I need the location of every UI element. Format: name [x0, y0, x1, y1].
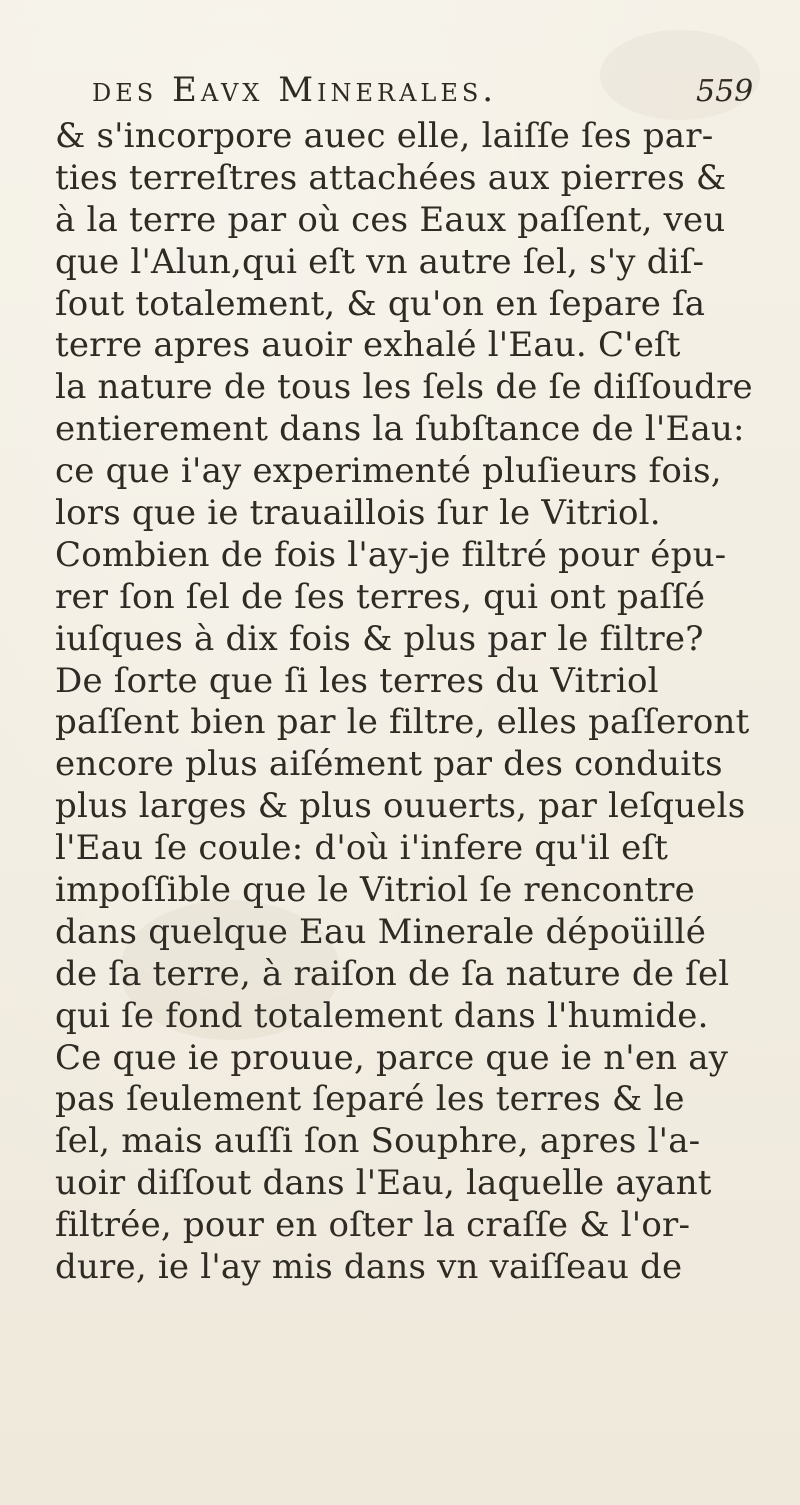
text-line: pas ſeulement ſeparé les terres & le — [55, 1079, 685, 1120]
text-line: que l'Alun,qui eſt vn autre ſel, s'y diſ- — [55, 241, 705, 282]
text-line: qui ſe fond totalement dans l'humide. — [55, 995, 709, 1036]
page-number: 559 — [696, 74, 754, 109]
text-line: la nature de tous les ſels de ſe diſſoudre — [55, 367, 753, 408]
text-line: plus larges & plus ouuerts, par leſquels — [55, 786, 746, 827]
text-line: ce que i'ay experimenté pluſieurs fois, — [55, 451, 722, 492]
text-line: & s'incorpore auec elle, laiſſe ſes par- — [55, 116, 714, 156]
running-title: des Eavx Minerales. — [92, 70, 498, 110]
text-line: à la terre par où ces Eaux paſſent, veu — [55, 199, 726, 240]
text-line: l'Eau ſe coule: d'où i'infere qu'il eſt — [55, 828, 669, 869]
text-line: impoſſible que le Vitriol ſe rencontre — [55, 870, 695, 911]
text-line: encore plus aiſément par des conduits — [55, 744, 723, 785]
text-line: ſout totalement, & qu'on en ſepare ſa — [55, 283, 706, 324]
text-line: De ſorte que ſi les terres du Vitriol — [55, 660, 659, 701]
page-header — [0, 70, 800, 120]
text-line: dure, ie l'ay mis dans vn vaiſſeau de — [55, 1247, 683, 1288]
text-line: filtrée, pour en oſter la craſſe & l'or- — [55, 1205, 691, 1246]
text-line: Combien de fois l'ay-je filtré pour épu- — [55, 534, 727, 575]
text-line: lors que ie trauaillois ſur le Vitriol. — [55, 493, 661, 534]
text-line: uoir diſſout dans l'Eau, laquelle ayant — [55, 1163, 712, 1204]
text-line: iuſques à dix fois & plus par le filtre? — [55, 618, 704, 659]
text-line: Ce que ie prouue, parce que ie n'en ay — [55, 1037, 729, 1078]
body-text — [55, 116, 785, 1289]
text-line: de ſa terre, à raiſon de ſa nature de ſel — [55, 953, 730, 994]
text-line: ties terreſtres attachées aux pierres & — [55, 157, 727, 198]
text-line: ſel, mais auſſi ſon Souphre, apres l'a- — [55, 1121, 701, 1162]
text-line: entierement dans la ſubſtance de l'Eau: — [55, 409, 745, 450]
text-line: terre apres auoir exhalé l'Eau. C'eſt — [55, 325, 681, 366]
text-line: rer ſon ſel de ſes terres, qui ont paſſé — [55, 576, 706, 617]
text-line: paſſent bien par le filtre, elles paſſeront — [55, 702, 750, 743]
text-line: dans quelque Eau Minerale dépoüillé — [55, 911, 707, 952]
